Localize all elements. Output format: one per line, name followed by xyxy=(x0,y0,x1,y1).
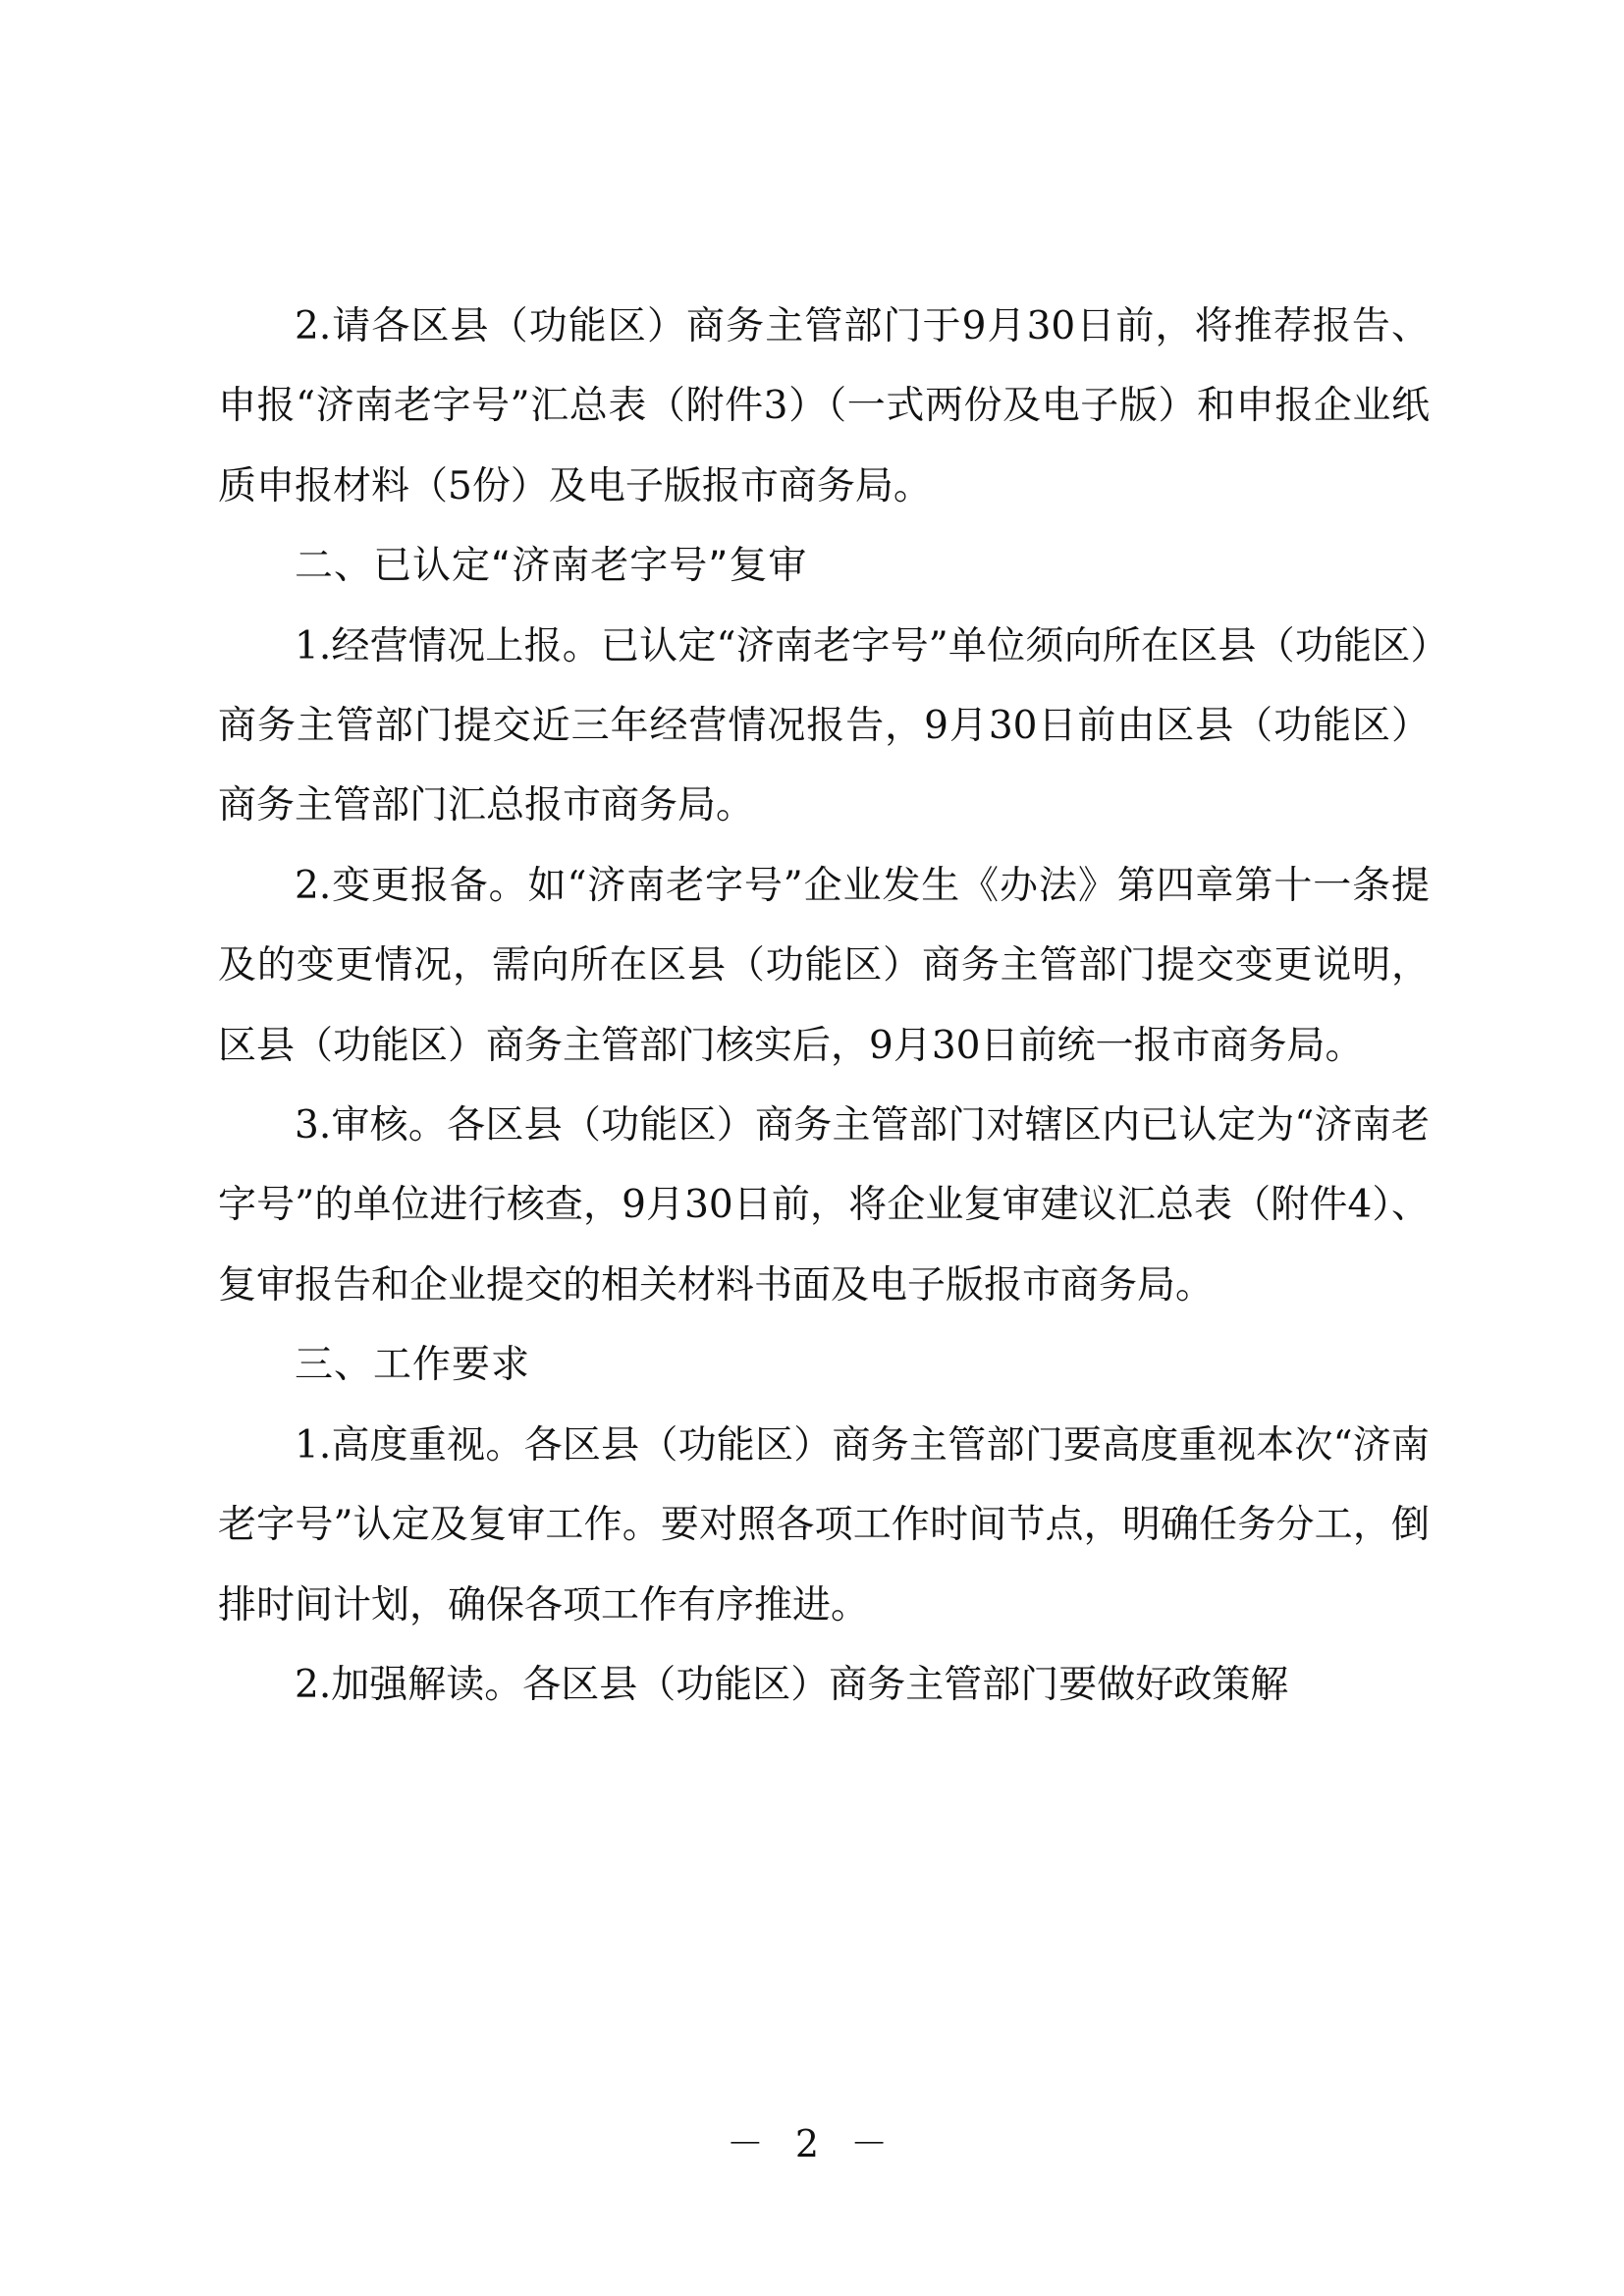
paragraph-interpretation: 2.加强解读。各区县（功能区）商务主管部门要做好政策解 xyxy=(295,1662,1289,1707)
paragraph-submission-deadline: 2.请各区县（功能区）商务主管部门于9月30日前，将推荐报告、申报“济南老字号”汇总表（附件3）（一式两份及电子版）和申报企业纸质申报材料（5份）及电子版报市商务局。 xyxy=(218,304,1430,508)
paragraph-audit: 3.审核。各区县（功能区）商务主管部门对辖区内已认定为“济南老字号”的单位进行核查，9月30日前，将企业复审建议汇总表（附件4）、复审报告和企业提交的相关材料书面及电子版报市商务局。 xyxy=(218,1103,1430,1308)
paragraph-change-filing: 2.变更报备。如“济南老字号”企业发生《办法》第四章第十一条提及的变更情况，需向所在区县（功能区）商务主管部门提交变更说明，区县（功能区）商务主管部门核实后，9月30日前统一报市商务局。 xyxy=(218,863,1430,1068)
page-number: － 2 － xyxy=(726,2122,898,2165)
paragraph-operation-report: 1.经营情况上报。已认定“济南老字号”单位须向所在区县（功能区）商务主管部门提交近三年经营情况报告，9月30日前由区县（功能区）商务主管部门汇总报市商务局。 xyxy=(218,623,1430,828)
section-heading-review: 二、已认定“济南老字号”复审 xyxy=(295,544,808,589)
document-body xyxy=(218,287,1430,1725)
paragraph-attention: 1.高度重视。各区县（功能区）商务主管部门要高度重视本次“济南老字号”认定及复审工作。要对照各项工作时间节点，明确任务分工，倒排时间计划，确保各项工作有序推进。 xyxy=(218,1422,1430,1628)
section-heading-requirements: 三、工作要求 xyxy=(295,1343,531,1388)
